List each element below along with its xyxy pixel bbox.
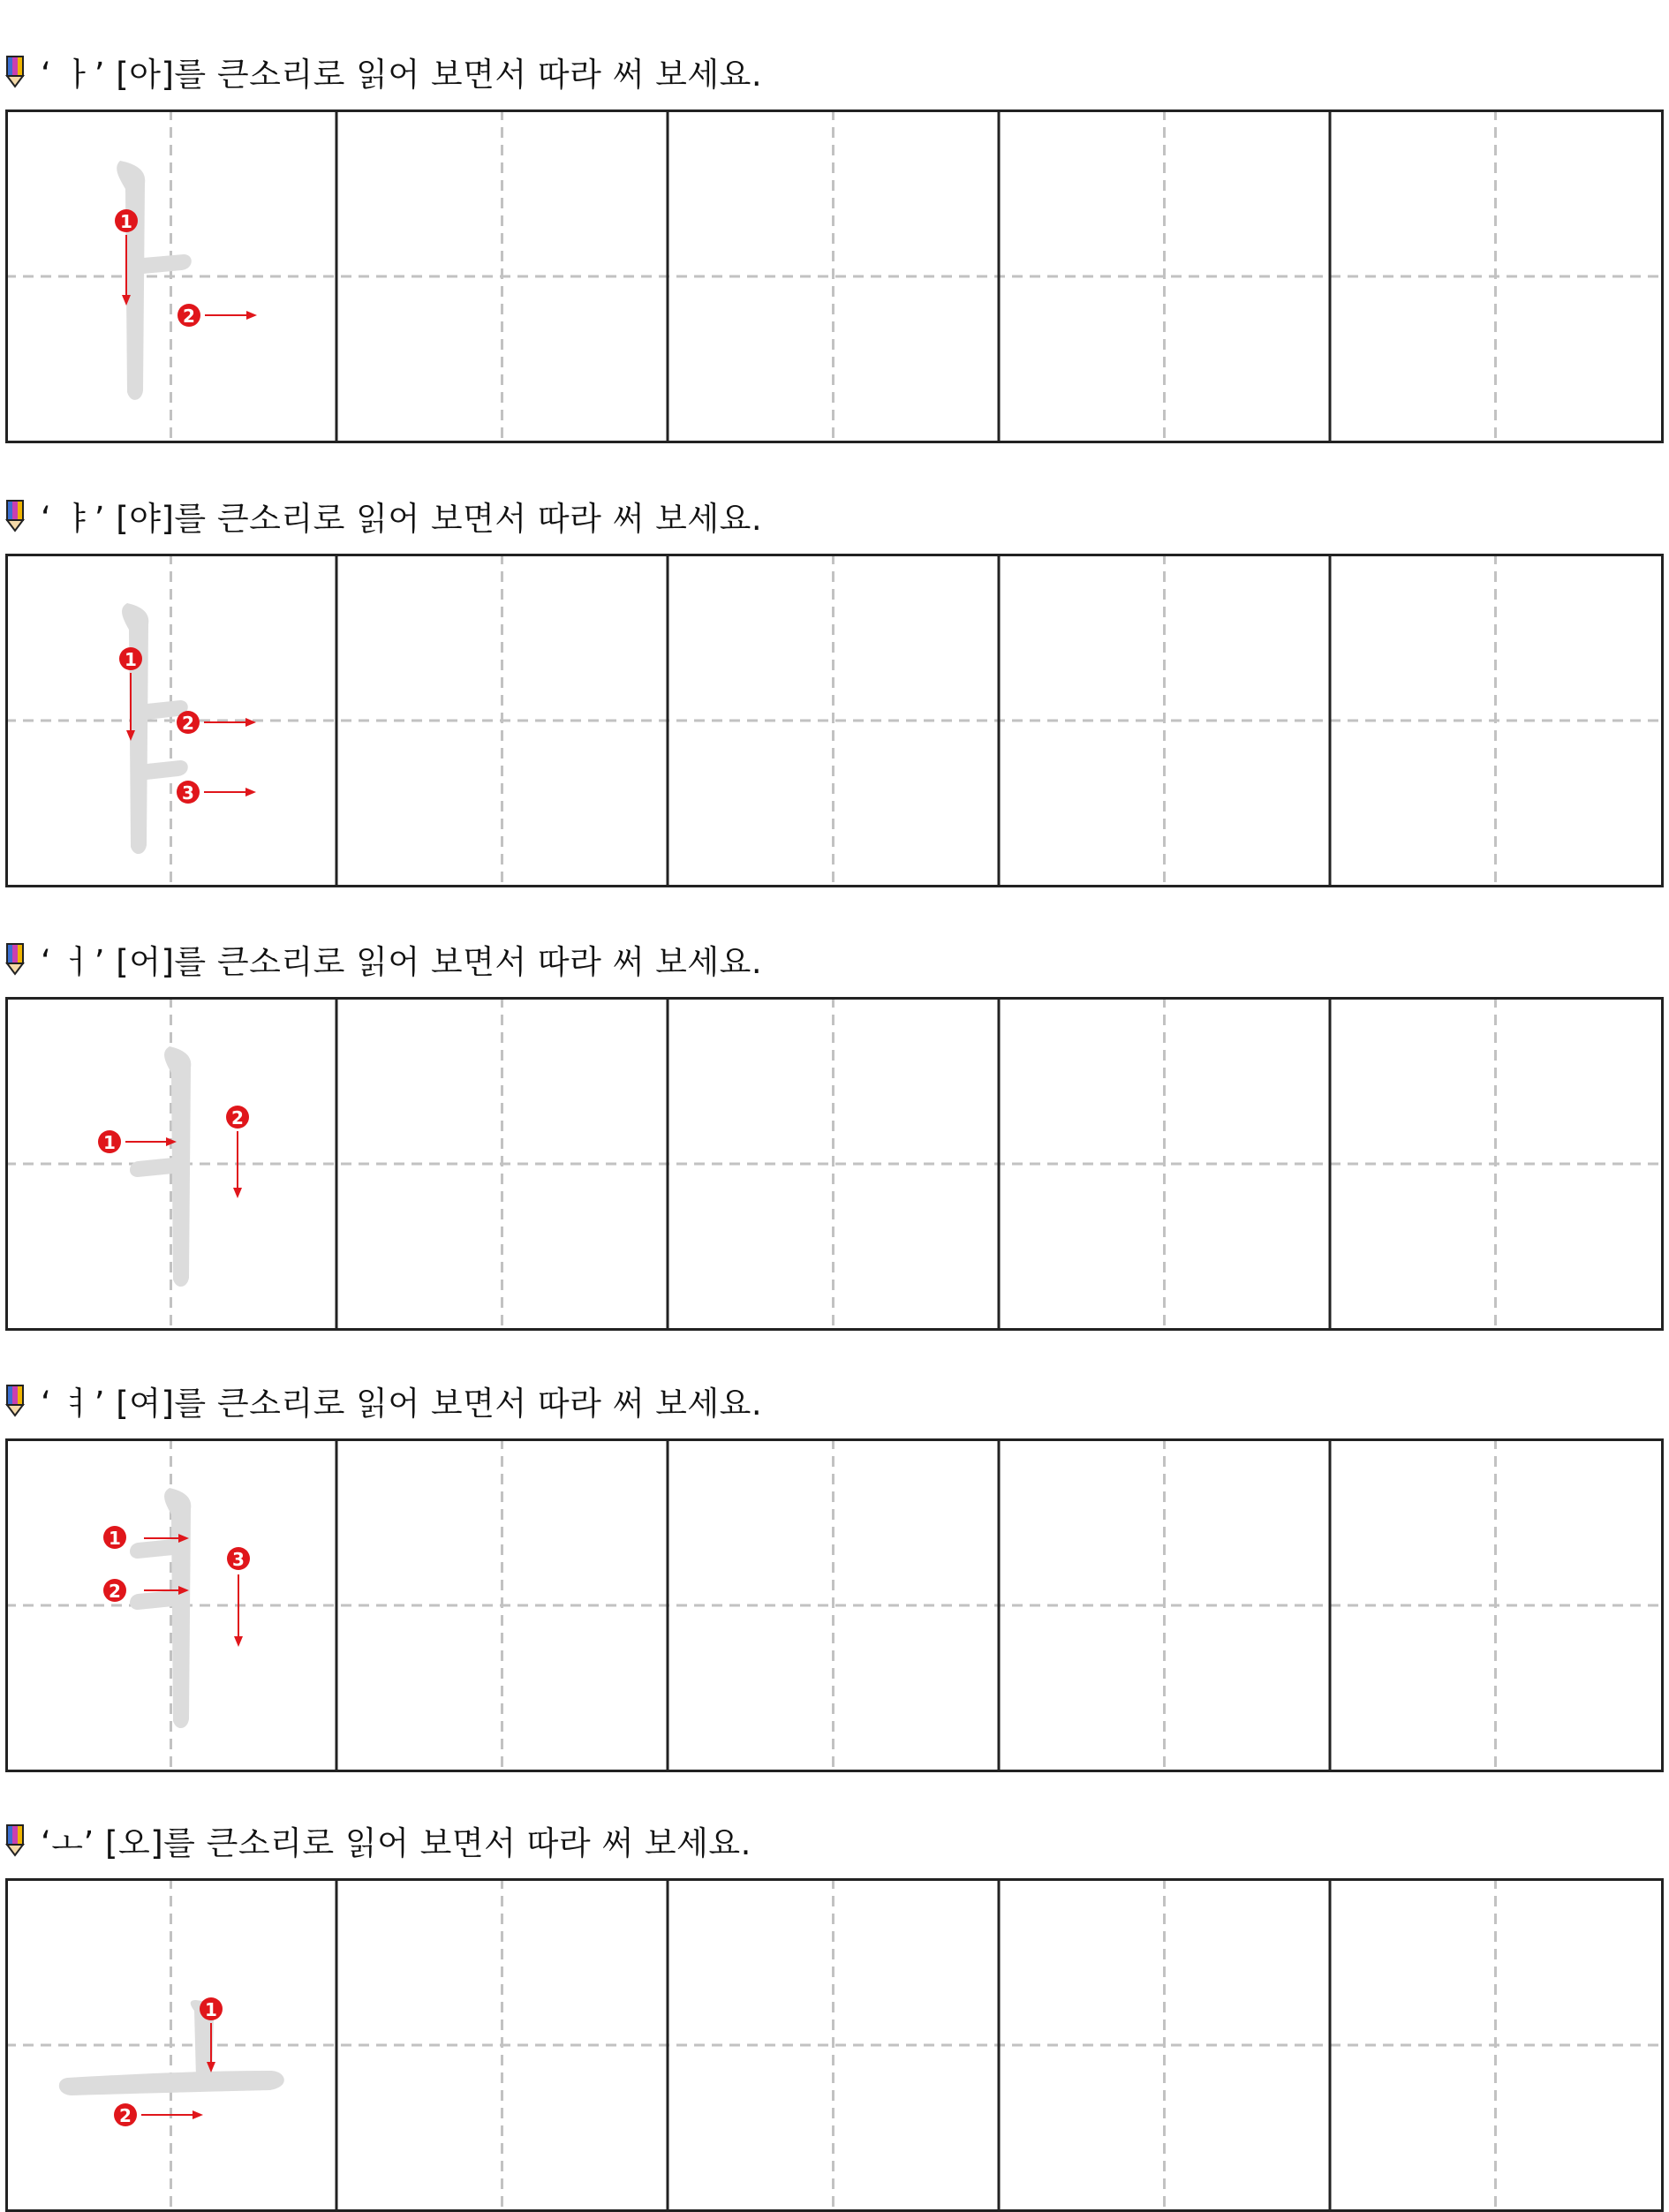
pencil-icon [5, 942, 28, 976]
instruction-text: ‘ ㅑ’ [야]를 큰소리로 읽어 보면서 따라 써 보세요. [41, 500, 763, 538]
guide-glyph [130, 1046, 191, 1287]
instruction-text: ‘ ㅕ’ [여]를 큰소리로 읽어 보면서 따라 써 보세요. [41, 1385, 763, 1423]
stroke-number: 1 [103, 1132, 116, 1153]
guide-glyph [122, 603, 188, 854]
instruction-text: ‘ㅗ’ [오]를 큰소리로 읽어 보면서 따라 써 보세요. [41, 1824, 751, 1862]
grid-dashes [5, 997, 1664, 1331]
pencil-icon [5, 499, 28, 532]
grid-dashes [5, 554, 1664, 887]
instruction-row [5, 51, 762, 92]
instruction-text: ‘ ㅓ’ [어]를 큰소리로 읽어 보면서 따라 써 보세요. [41, 943, 763, 981]
instruction-row [5, 939, 762, 979]
grid-dashes [5, 1878, 1664, 2212]
stroke-number: 1 [109, 1528, 121, 1549]
exercise-ya [0, 444, 1669, 886]
stroke-number: 2 [183, 306, 195, 327]
exercise-yeo [0, 1329, 1669, 1770]
stroke-number: 3 [182, 782, 194, 804]
instruction-text: ‘ ㅏ’ [아]를 큰소리로 읽어 보면서 따라 써 보세요. [41, 56, 763, 94]
writing-grid [5, 1878, 1664, 2212]
stroke-number: 3 [232, 1549, 245, 1570]
stroke-number: 1 [120, 211, 132, 232]
exercise-o [0, 1769, 1669, 2210]
grid-dashes [5, 1438, 1664, 1772]
stroke-number: 2 [109, 1581, 121, 1602]
instruction-row [5, 1380, 762, 1421]
pencil-icon [5, 1384, 28, 1417]
exercise-a [0, 0, 1669, 442]
guide-glyph [117, 161, 192, 400]
writing-grid [5, 997, 1664, 1331]
pencil-icon [5, 1823, 28, 1857]
stroke-number: 2 [182, 713, 194, 734]
pencil-icon [5, 55, 28, 88]
writing-grid [5, 109, 1664, 443]
instruction-row [5, 1820, 751, 1861]
writing-grid [5, 554, 1664, 887]
writing-grid [5, 1438, 1664, 1772]
stroke-number: 2 [231, 1107, 244, 1129]
stroke-number: 2 [119, 2105, 132, 2126]
stroke-number: 1 [125, 649, 137, 670]
exercise-eo [0, 887, 1669, 1329]
guide-glyph [59, 2000, 284, 2095]
guide-glyph [130, 1488, 191, 1728]
stroke-number: 1 [205, 1999, 217, 2020]
grid-dashes [5, 109, 1664, 443]
instruction-row [5, 495, 762, 536]
